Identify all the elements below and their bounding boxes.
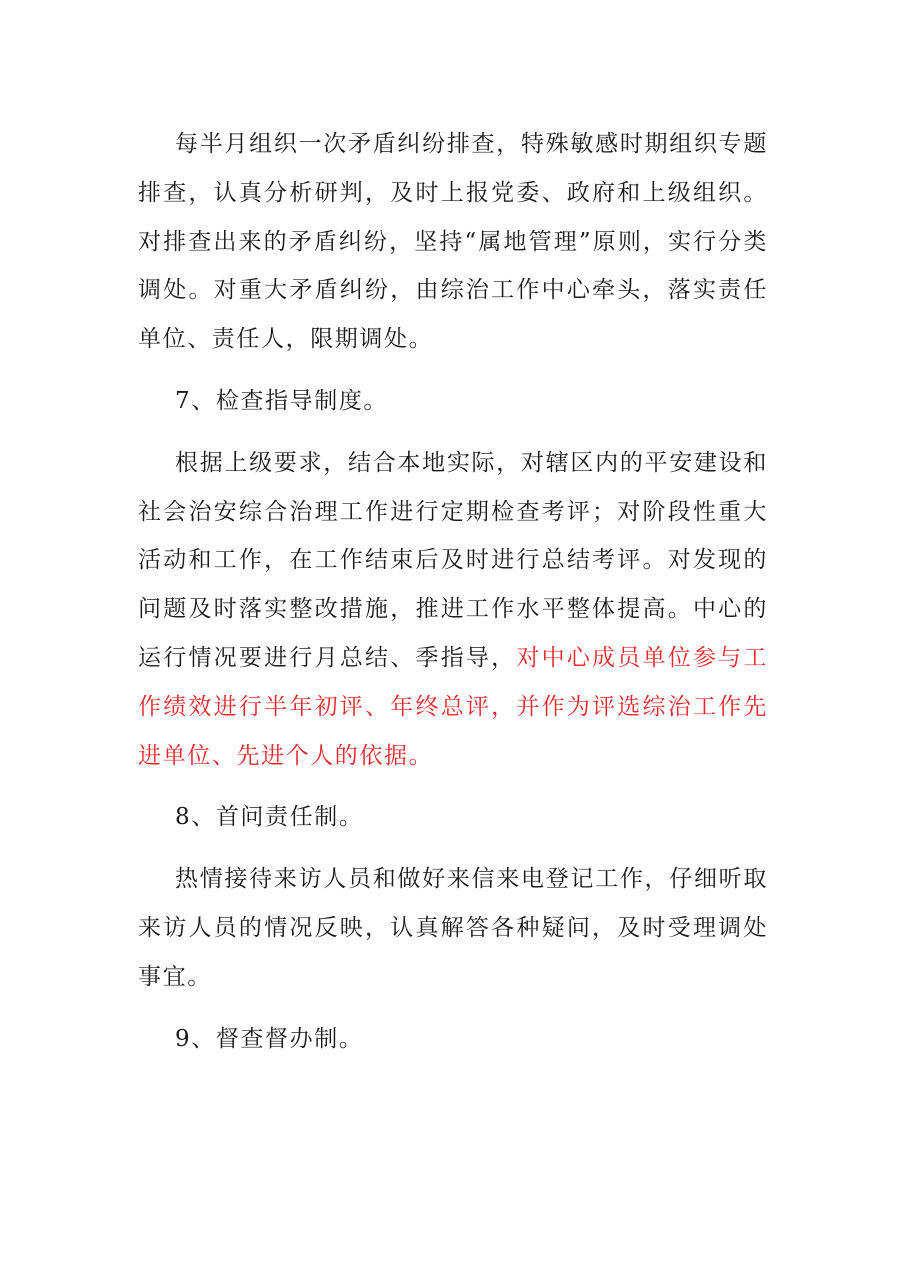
paragraph-inspection-guidance: [138, 439, 768, 781]
paragraph-dispute-screening: 每半月组织一次矛盾纠纷排查，特殊敏感时期组织专题排查，认真分析研判，及时上报党委、政府和上级组织。对排查出来的矛盾纠纷，坚持“属地管理”原则，实行分类调处。对重大矛盾纠纷，由综治工作中心牵头，落实责任单位、责任人，限期调处。: [138, 131, 768, 353]
paragraph-first-inquiry: 热情接待来访人员和做好来信来电登记工作，仔细听取来访人员的情况反映，认真解答各种疑问，及时受理调处事宜。: [138, 866, 768, 990]
paragraph-text-highlighted: 对中心成员单位参与工作绩效进行半年初评、年终总评，并作为评选综治工作先进单位、先进个人的依据。: [138, 644, 768, 769]
section-heading-first-inquiry: 8、首问责任制。: [175, 804, 364, 831]
section-heading-inspection-guidance: 7、检查指导制度。: [175, 387, 389, 414]
section-heading-supervision: 9、督查督办制。: [175, 1025, 364, 1052]
paragraph-text-normal: 根据上级要求，结合本地实际，对辖区内的平安建设和社会治安综合治理工作进行定期检查考评；对阶段性重大活动和工作，在工作结束后及时进行总结考评。对发现的问题及时落实整改措施，推进工作水平整体提高。中心的运行情况要进行月总结、季指导，: [138, 449, 768, 671]
document-body: [138, 120, 768, 1076]
